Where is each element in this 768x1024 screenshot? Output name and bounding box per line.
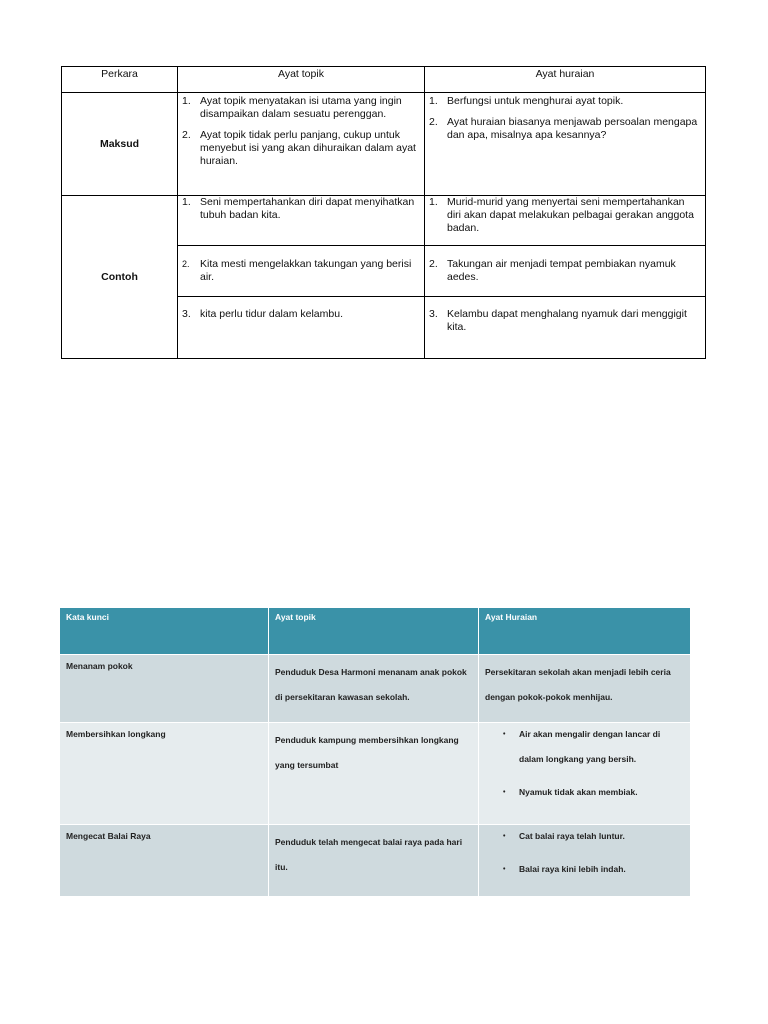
list-item: • Air akan mengalir dengan lancar di dalam longkang yang bersih. — [485, 722, 684, 772]
table1-header-perkara: Perkara — [62, 67, 178, 93]
ayat-topik-cell: Penduduk telah mengecat balai raya pada hari itu. — [269, 824, 479, 896]
table2-header-kata-kunci: Kata kunci — [60, 608, 269, 654]
kata-kunci-cell: Mengecat Balai Raya — [60, 824, 269, 896]
list-item: • Nyamuk tidak akan membiak. — [485, 780, 684, 805]
row-label-contoh: Contoh — [62, 196, 178, 359]
contoh-huraian-2 — [425, 246, 705, 297]
bullet-icon: • — [503, 866, 506, 873]
table-row — [60, 824, 690, 896]
row-label-maksud: Maksud — [62, 93, 178, 196]
list-item: 2. Ayat topik tidak perlu panjang, cukup untuk menyebut isi yang akan dihuraikan dalam ayat huraian. — [182, 129, 416, 167]
ayat-topik-cell: Penduduk kampung membersihkan longkang yang tersumbat — [269, 722, 479, 824]
list-item: 3. kita perlu tidur dalam kelambu. — [182, 308, 343, 320]
table2-header-ayat-topik: Ayat topik — [269, 608, 479, 654]
contoh-topik-3 — [178, 297, 424, 357]
table1-row-contoh — [62, 196, 706, 359]
list-item: 2. Kita mesti mengelakkan takungan yang berisi air. — [182, 258, 412, 283]
list-item: 1. Seni mempertahankan diri dapat menyihatkan tubuh badan kita. — [182, 196, 415, 221]
maksud-topik-cell — [178, 93, 425, 196]
list-item: 1. Murid-murid yang menyertai seni mempertahankan diri akan dapat melakukan pelbagai gerakan anggota badan. — [429, 196, 694, 234]
ayat-huraian-cell: Persekitaran sekolah akan menjadi lebih ceria dengan pokok-pokok menhijau. — [479, 654, 690, 722]
contoh-topik-2 — [178, 246, 424, 297]
table-row — [60, 654, 690, 722]
table1-header-row — [62, 67, 706, 93]
contoh-huraian-1 — [425, 196, 705, 246]
ayat-topik-cell: Penduduk Desa Harmoni menanam anak pokok di persekitaran kawasan sekolah. — [269, 654, 479, 722]
topic-sentence-table — [61, 66, 706, 359]
list-item: 2. Takungan air menjadi tempat pembiakan nyamuk aedes. — [429, 258, 676, 283]
table-row — [60, 722, 690, 824]
bullet-icon: • — [503, 789, 506, 796]
kata-kunci-cell: Membersihkan longkang — [60, 722, 269, 824]
list-item: 2. Ayat huraian biasanya menjawab persoalan mengapa dan apa, misalnya apa kesannya? — [429, 116, 698, 141]
table1-header-ayat-huraian: Ayat huraian — [425, 67, 706, 93]
list-item: • Cat balai raya telah luntur. — [485, 824, 684, 849]
bullet-icon: • — [503, 833, 506, 840]
table2-header-ayat-huraian: Ayat Huraian — [479, 608, 690, 654]
ayat-huraian-cell — [479, 722, 690, 824]
contoh-huraian-cell — [425, 196, 706, 359]
kata-kunci-cell: Menanam pokok — [60, 654, 269, 722]
contoh-topik-cell — [178, 196, 425, 359]
list-item: 1. Ayat topik menyatakan isi utama yang ingin disampaikan dalam sesuatu perenggan. — [182, 95, 402, 120]
list-item: 1. Berfungsi untuk menghurai ayat topik. — [429, 95, 624, 107]
keyword-table — [60, 608, 690, 896]
table1-row-maksud — [62, 93, 706, 196]
contoh-huraian-3 — [425, 297, 705, 357]
table1-header-ayat-topik: Ayat topik — [178, 67, 425, 93]
ayat-huraian-cell — [479, 824, 690, 896]
contoh-topik-1 — [178, 196, 424, 246]
bullet-icon: • — [503, 731, 506, 738]
table2-header-row — [60, 608, 690, 654]
list-item: • Balai raya kini lebih indah. — [485, 857, 684, 882]
list-item: 3. Kelambu dapat menghalang nyamuk dari menggigit kita. — [429, 308, 687, 333]
maksud-huraian-cell — [425, 93, 706, 196]
